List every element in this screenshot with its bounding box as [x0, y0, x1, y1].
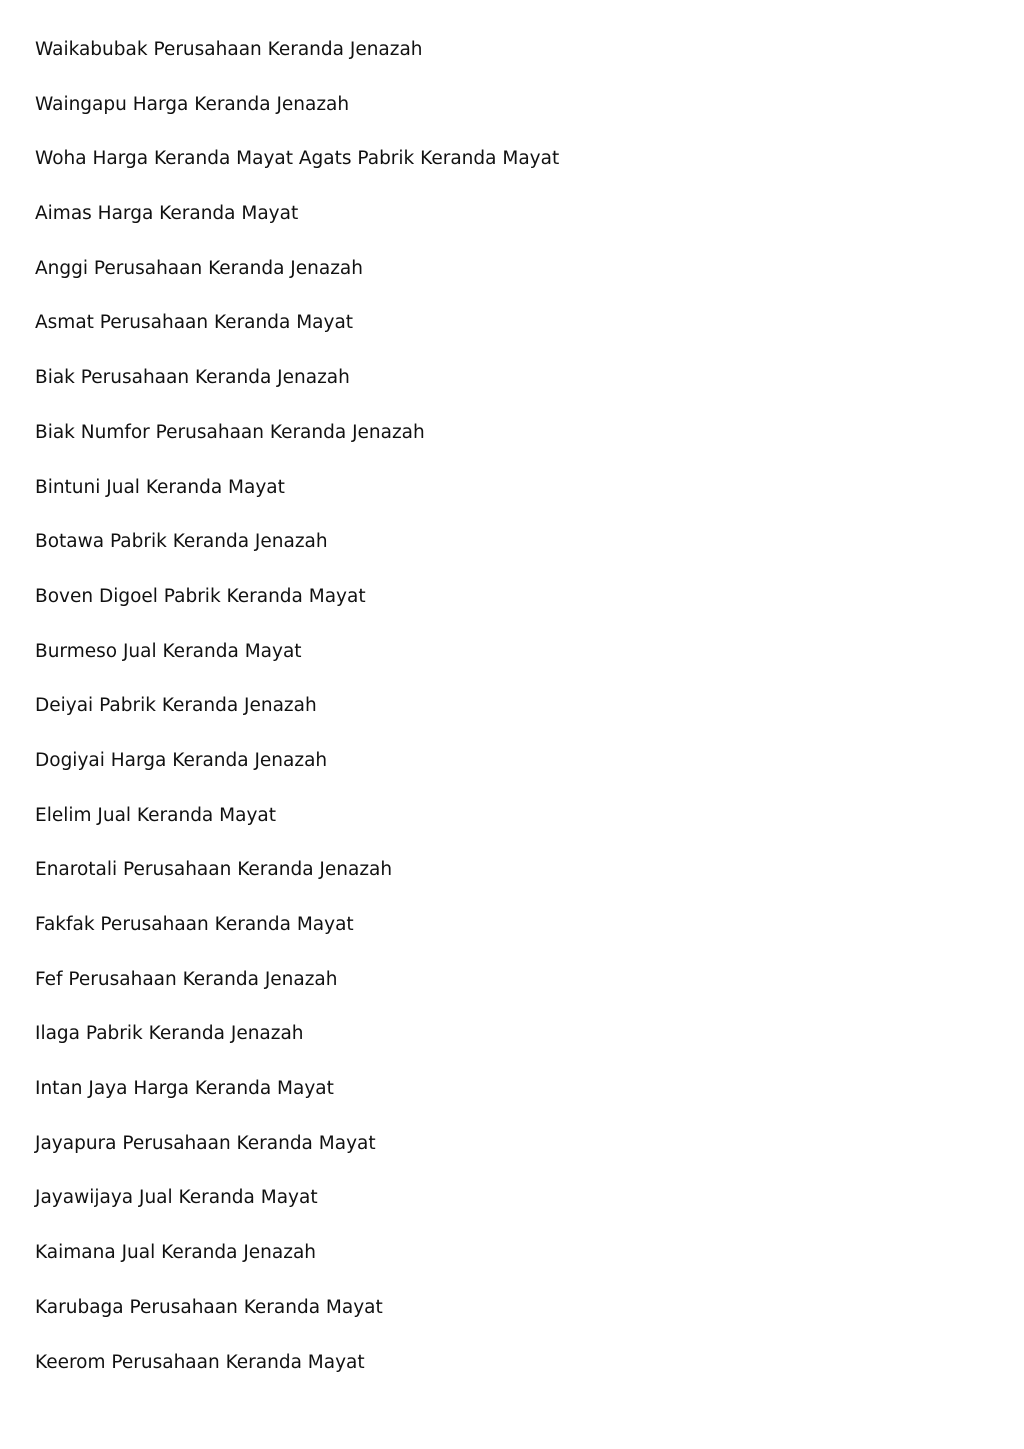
text-line: Elelim Jual Keranda Mayat	[35, 804, 276, 826]
text-line: Aimas Harga Keranda Mayat	[35, 203, 299, 225]
text-line: Biak Perusahaan Keranda Jenazah	[35, 367, 350, 389]
text-line: Boven Digoel Pabrik Keranda Mayat	[35, 585, 366, 607]
text-line: Intan Jaya Harga Keranda Mayat	[35, 1078, 334, 1100]
text-line: Dogiyai Harga Keranda Jenazah	[35, 749, 328, 771]
text-line: Burmeso Jual Keranda Mayat	[35, 640, 302, 662]
text-line: Biak Numfor Perusahaan Keranda Jenazah	[35, 421, 425, 443]
text-line: Deiyai Pabrik Keranda Jenazah	[35, 695, 317, 717]
text-line: Kaimana Jual Keranda Jenazah	[35, 1242, 317, 1264]
text-line: Botawa Pabrik Keranda Jenazah	[35, 531, 328, 553]
text-line: Anggi Perusahaan Keranda Jenazah	[35, 257, 363, 279]
text-line: Asmat Perusahaan Keranda Mayat	[35, 312, 354, 334]
text-line: Fef Perusahaan Keranda Jenazah	[35, 968, 338, 990]
text-line: Keerom Perusahaan Keranda Mayat	[35, 1351, 365, 1373]
text-line-list	[35, 37, 935, 1404]
text-line: Enarotali Perusahaan Keranda Jenazah	[35, 859, 393, 881]
text-line: Jayapura Perusahaan Keranda Mayat	[35, 1132, 376, 1154]
text-line: Waikabubak Perusahaan Keranda Jenazah	[35, 39, 423, 60]
text-line: Ilaga Pabrik Keranda Jenazah	[35, 1023, 304, 1045]
text-line: Woha Harga Keranda Mayat Agats Pabrik Keranda Mayat	[35, 148, 560, 170]
text-line: Waingapu Harga Keranda Jenazah	[35, 93, 350, 115]
text-line: Fakfak Perusahaan Keranda Mayat	[35, 914, 354, 935]
text-line: Jayawijaya Jual Keranda Mayat	[35, 1187, 318, 1209]
text-line: Karubaga Perusahaan Keranda Mayat	[35, 1296, 383, 1318]
text-line: Bintuni Jual Keranda Mayat	[35, 476, 285, 498]
